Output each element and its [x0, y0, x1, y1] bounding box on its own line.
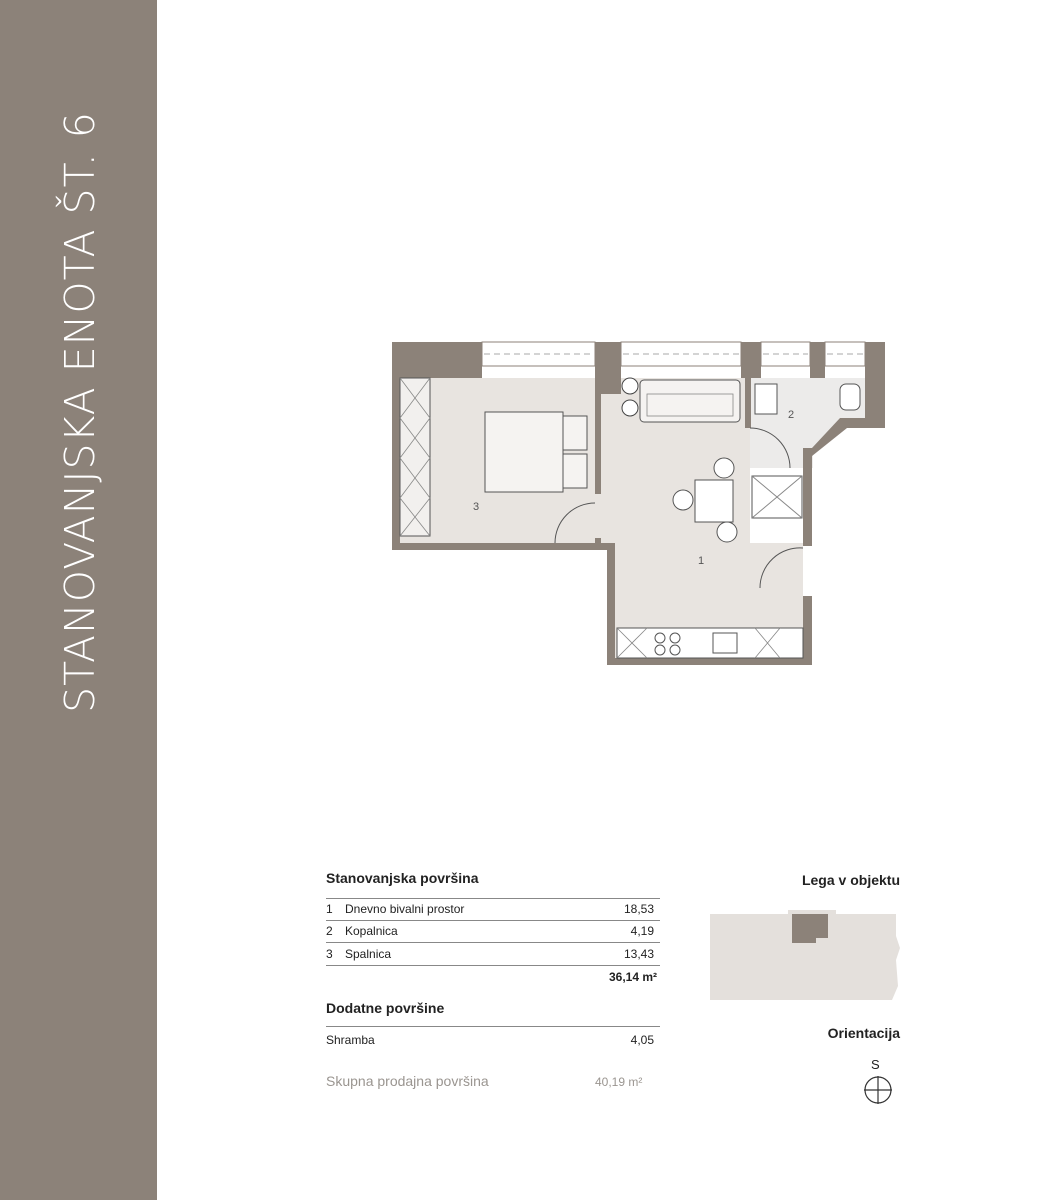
room-label-1: 1: [698, 555, 705, 567]
toilet: [840, 384, 860, 410]
table-row: 2 Kopalnica 4,19: [326, 924, 654, 938]
divider: [326, 965, 660, 966]
total-sales-value: 40,19 m²: [595, 1075, 643, 1089]
room-label-3: 3: [473, 501, 480, 513]
sink: [755, 384, 777, 414]
table-row: 1 Dnevno bivalni prostor 18,53: [326, 902, 654, 916]
additional-area-heading: Dodatne površine: [326, 1000, 445, 1016]
kitchen-counter: [617, 628, 803, 658]
bed: [485, 412, 563, 492]
divider: [326, 1026, 660, 1027]
compass-icon: [862, 1074, 894, 1106]
unit-title: STANOVANJSKA ENOTA ŠT. 6: [56, 111, 104, 713]
room-label-2: 2: [788, 409, 795, 421]
orientation-heading: Orientacija: [827, 1025, 900, 1041]
location-heading: Lega v objektu: [801, 872, 900, 888]
living-area-heading: Stanovanjska površina: [326, 870, 479, 886]
table-row: Shramba 4,05: [326, 1033, 654, 1047]
living-area-total: 36,14 m²: [608, 970, 657, 984]
building-location-map: [708, 908, 908, 1002]
table-row: 3 Spalnica 13,43: [326, 947, 654, 961]
floor-plan: [385, 328, 895, 668]
total-sales-label: Skupna prodajna površina: [326, 1073, 489, 1089]
wardrobe: [400, 378, 430, 536]
compass-letter: S: [871, 1057, 880, 1072]
dining-table: [695, 480, 733, 522]
sidebar-band: [0, 0, 157, 1200]
